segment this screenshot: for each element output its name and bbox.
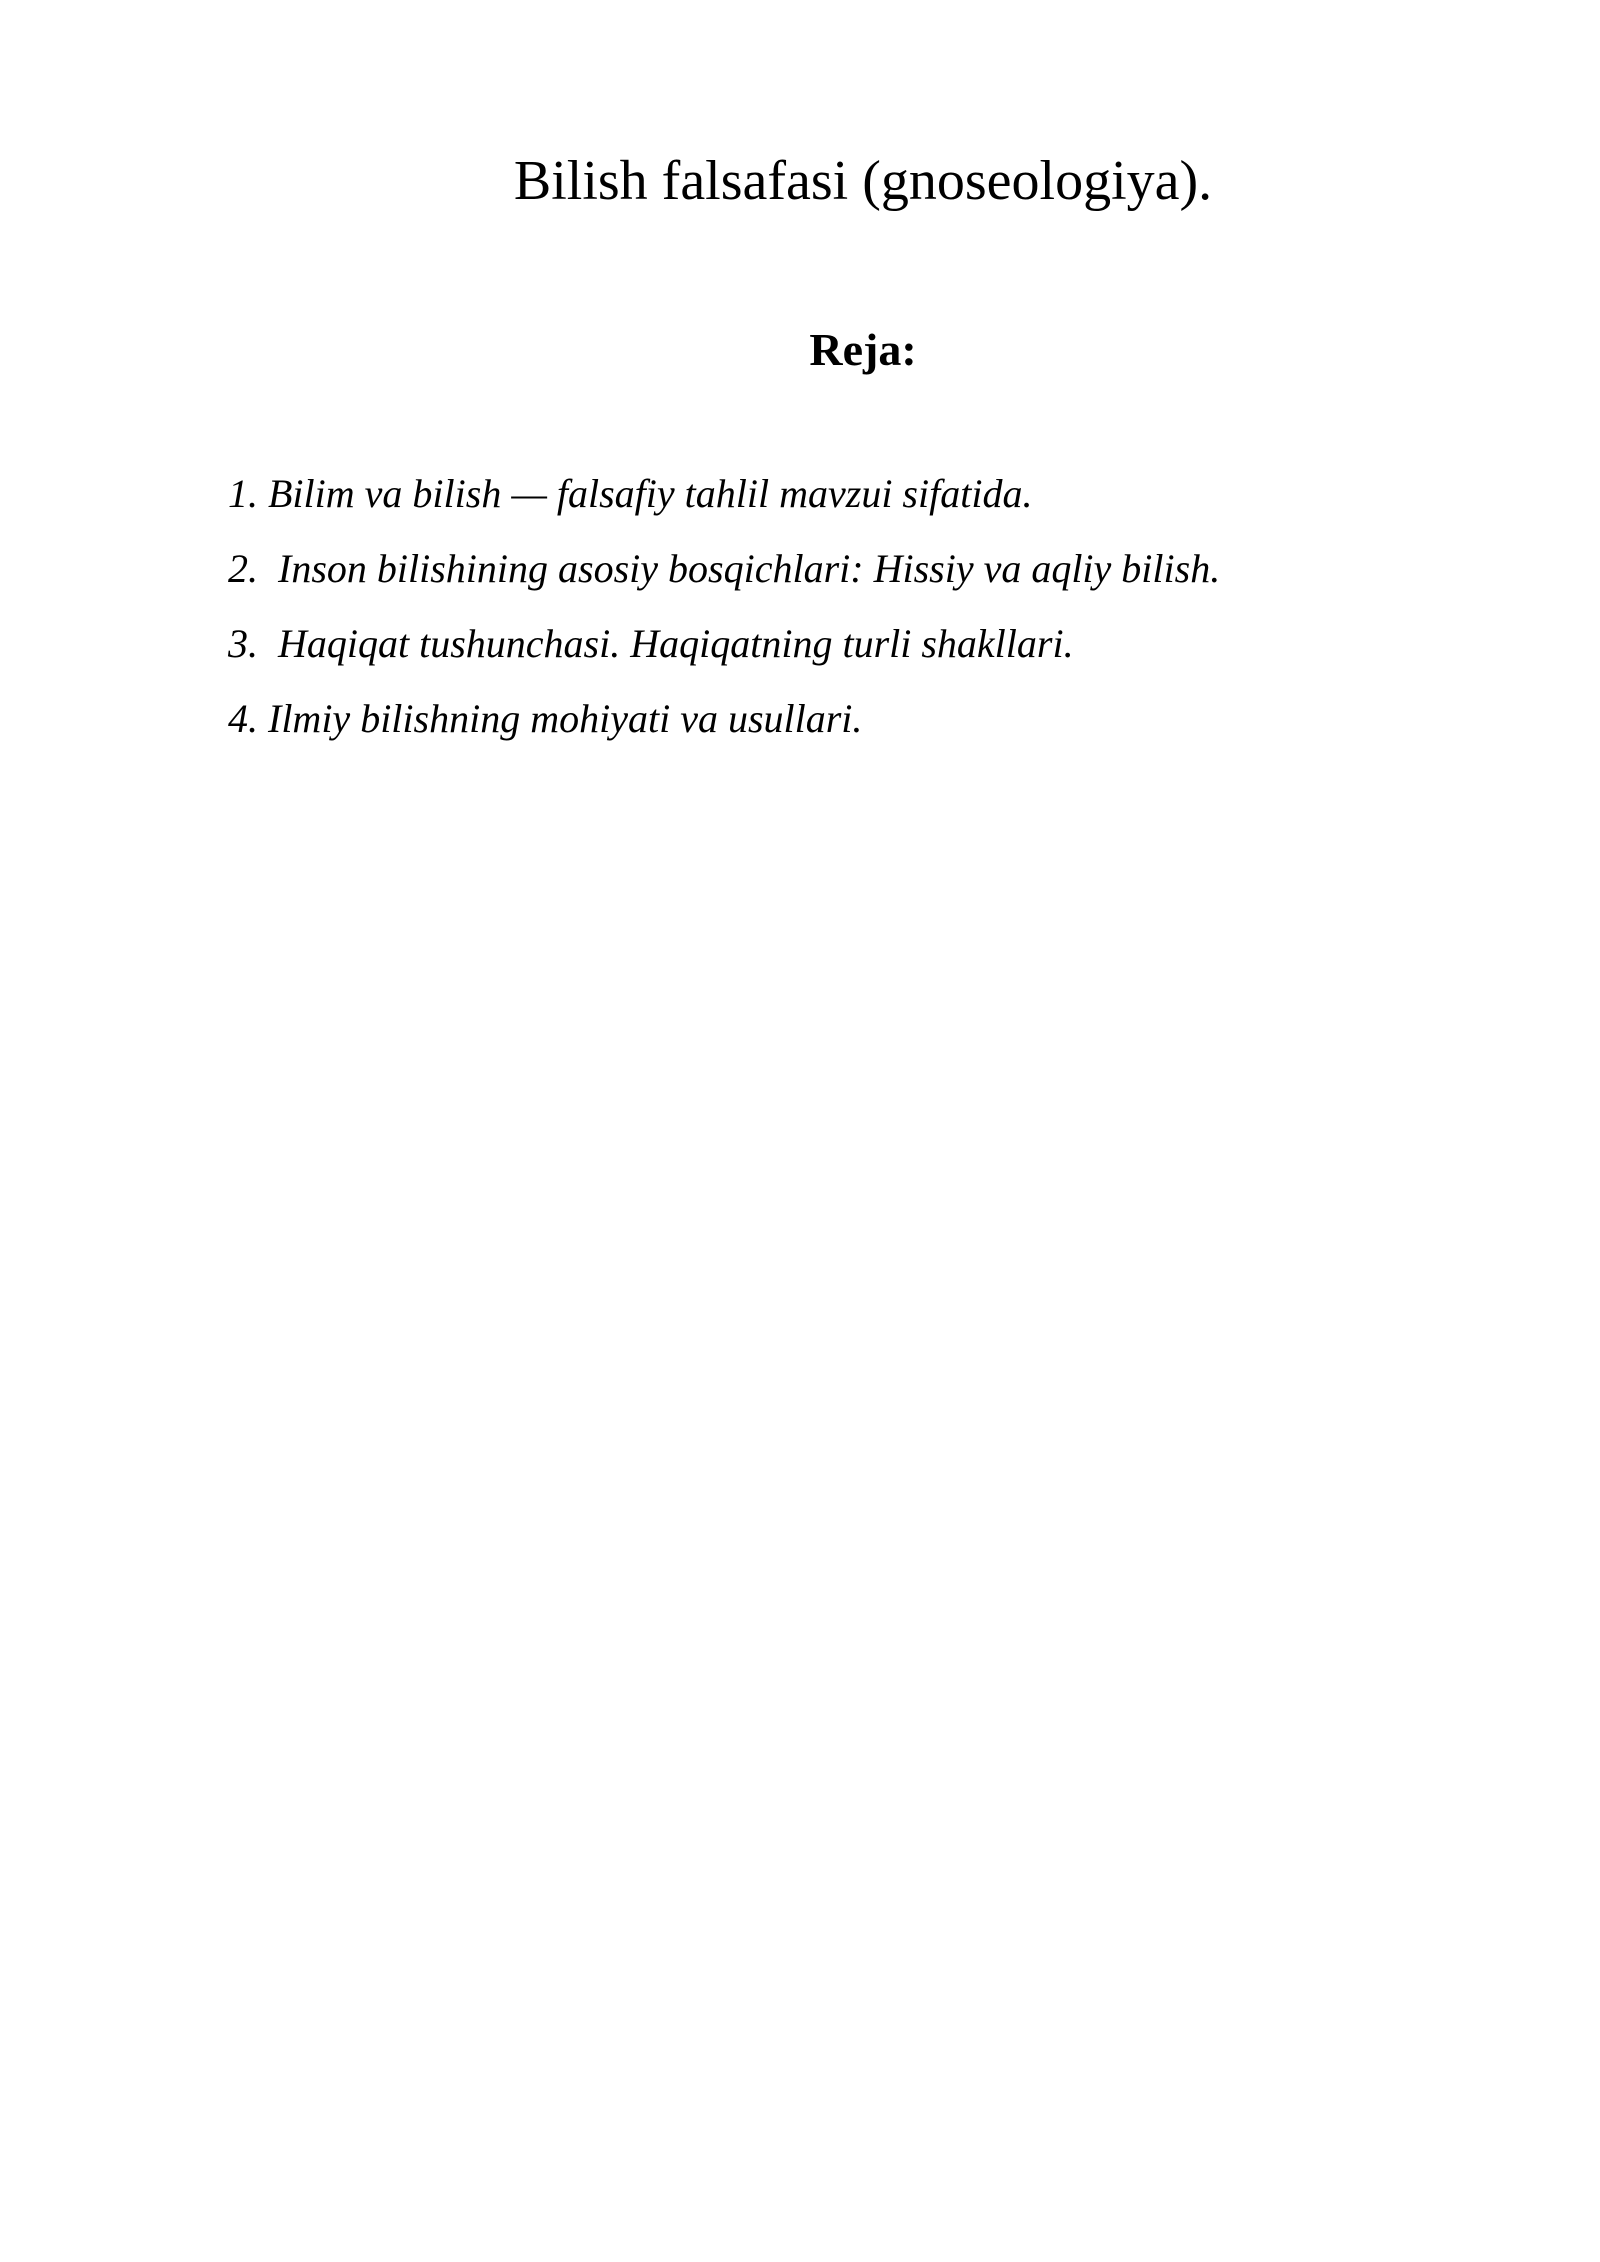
document-title: Bilish falsafasi (gnoseologiya).: [513, 150, 1213, 212]
plan-item-1: 1. Bilim va bilish — falsafiy tahlil mavzui sifatida.: [228, 471, 1033, 516]
plan-item-4: 4. Ilmiy bilishning mohiyati va usullari.: [228, 696, 863, 741]
plan-item-2: 2. Inson bilishining asosiy bosqichlari: Hissiy va aqliy bilish.: [228, 546, 1221, 591]
plan-list: [228, 456, 1220, 756]
plan-heading: Reja:: [809, 324, 917, 375]
plan-item-3: 3. Haqiqat tushunchasi. Haqiqatning turli shakllari.: [228, 621, 1074, 666]
